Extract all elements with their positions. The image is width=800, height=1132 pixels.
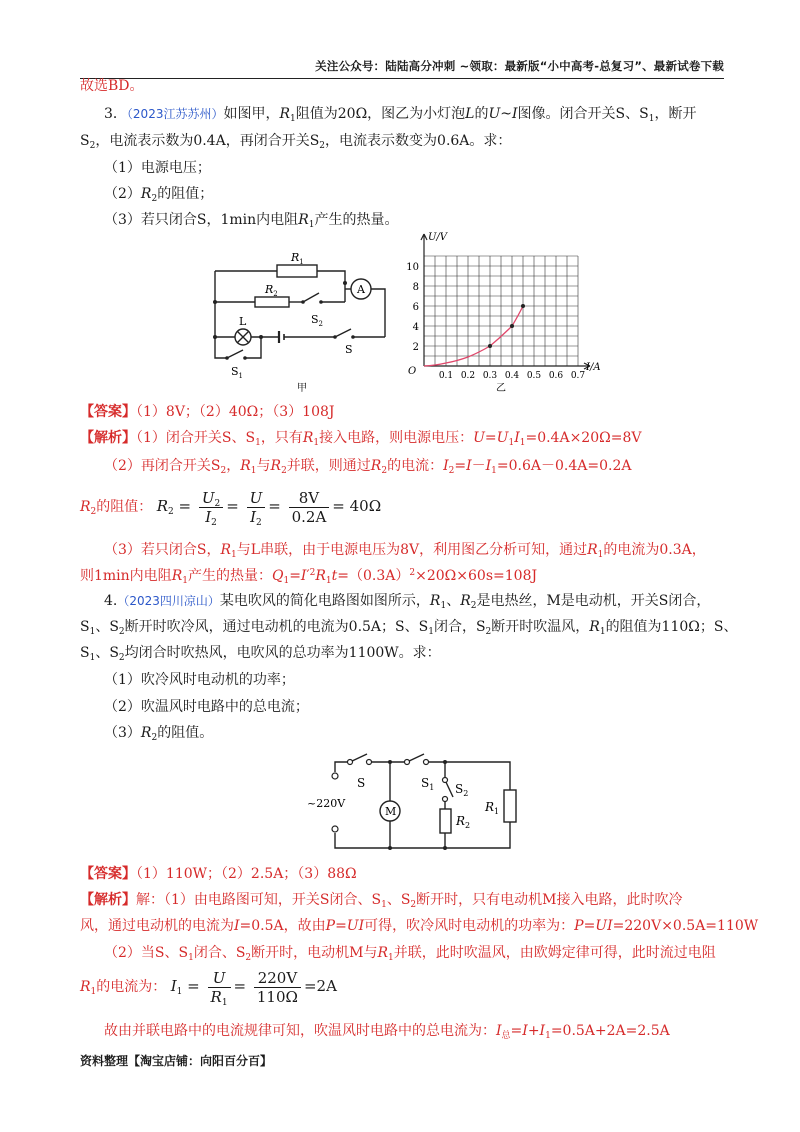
s-label: S bbox=[357, 776, 366, 790]
curve-point bbox=[510, 324, 514, 328]
x-tick-label: 0.1 bbox=[438, 371, 454, 381]
q4-stem-line2: $S_1$、$S_2$断开时吹冷风，通过电动机的电流为0.5A；S、$S_1$闭合，$S_2$断开时吹温风，$R_1$的阻值为110Ω；S、 bbox=[80, 619, 738, 637]
lamp-label: L bbox=[239, 315, 247, 328]
q3-analysis-2: （2）再闭合开关$S_2$，$R_1$与$R_2$并联，则通过$R_2$的电流：$I_2=I-I_1=0.6A-0.4A=0.2A$ bbox=[104, 458, 632, 476]
y-tick-label: 6 bbox=[412, 302, 419, 313]
q3-circuit-diagram bbox=[205, 245, 395, 395]
fig-jia-caption: 甲 bbox=[297, 383, 307, 394]
q3-answer: 【答案】（1）8V；（2）40Ω；（3）108J bbox=[80, 404, 335, 420]
s1-label: $S_1$ bbox=[421, 776, 435, 792]
q3-stem-line2: $S_2$，电流表示数为0.4A，再闭合开关$S_2$，电流表示数变为0.6A。求： bbox=[80, 133, 512, 151]
s2-label: $S_2$ bbox=[455, 782, 469, 798]
s-label: S bbox=[345, 343, 353, 356]
previous-conclusion: 故选BD。 bbox=[80, 78, 144, 94]
r2-label: $R_2$ bbox=[456, 814, 471, 830]
ammeter-label: A bbox=[357, 283, 365, 296]
x-tick-label: 0.2 bbox=[460, 371, 476, 381]
q4-analysis-3: （2）当S、$S_1$闭合、$S_2$断开时，电动机M与$R_1$并联，此时吹温风，由欧姆定律可得，此时流过电阻 bbox=[104, 945, 716, 963]
curve-point bbox=[488, 344, 492, 348]
q4-ask-2: （2）吹温风时电路中的总电流； bbox=[104, 699, 309, 715]
q4-analysis-2: 风，通过电动机的电流为I=0.5A，故由P=UI可得，吹冷风时电动机的功率为：P=UI=220V×0.5A=110W bbox=[80, 918, 759, 934]
motor-label: M bbox=[385, 805, 397, 818]
r2-label: $R_2$ bbox=[265, 283, 278, 298]
q3-ui-chart bbox=[402, 226, 601, 396]
q4-stem-line3: $S_1$、$S_2$均闭合时吹热风，电吹风的总功率为1100W。求： bbox=[80, 645, 441, 663]
r1-label: $R_1$ bbox=[485, 800, 500, 816]
q4-analysis-4: 故由并联电路中的电流规律可知，吹温风时电路中的总电流为：$I_总=I+I_1=0.5A+2A=2.5A$ bbox=[104, 1023, 670, 1041]
y-tick-label: 8 bbox=[412, 282, 419, 293]
origin-label: O bbox=[408, 366, 417, 377]
q3-analysis-1: 【解析】（1）闭合开关S、$S_1$，只有$R_1$接入电路，则电源电压：$U=U_1I_1=0.4A\times 20\Omega=8V$ bbox=[80, 430, 642, 448]
y-tick-label: 2 bbox=[412, 342, 419, 353]
fig-yi-caption: 乙 bbox=[496, 383, 506, 394]
q4-answer: 【答案】（1）110W；（2）2.5A；（3）88Ω bbox=[80, 866, 357, 882]
q4-i1-formula: $R_1$的电流为： $I_1$ = $\frac{U}{R_1}$ = $\frac{220V}{110\Omega}$ =2A bbox=[80, 968, 337, 1008]
q3-ask-2: $(2)R_2$的阻值； bbox=[104, 186, 214, 204]
q3-ask-1: （1）电源电压； bbox=[104, 160, 211, 176]
x-tick-label: 0.7 bbox=[570, 371, 586, 381]
q3-analysis-3: （3）若只闭合S，$R_1$与L串联，由于电源电压为8V，利用图乙分析可知，通过$R_1$的电流为0.3A， bbox=[104, 542, 706, 560]
x-tick-label: 0.6 bbox=[548, 371, 564, 381]
page-header: 关注公众号：陆陆高分冲刺 ~领取：最新版“小中高考-总复习”、最新试卷下载 bbox=[80, 58, 724, 79]
r1-label: $R_1$ bbox=[291, 251, 304, 266]
q4-ask-1: （1）吹冷风时电动机的功率； bbox=[104, 672, 295, 688]
q4-analysis-1: 【解析】解：（1）由电路图可知，开关S闭合、$S_1$、$S_2$断开时，只有电动机M接入电路，此时吹冷 bbox=[80, 892, 683, 910]
q3-stem-line1: 3．（2023江苏苏州）如图甲，$R_1$阻值为20Ω，图乙为小灯泡L的U~I图像。闭合开关S、$S_1$，断开 bbox=[104, 106, 697, 124]
q4-circuit-diagram bbox=[305, 745, 530, 863]
page-footer: 资料整理【淘宝店铺：向阳百分百】 bbox=[80, 1054, 273, 1068]
y-tick-label: 10 bbox=[406, 262, 419, 273]
y-tick-label: 4 bbox=[412, 322, 419, 333]
q3-ask-3: （3）若只闭合S，1min内电阻$R_1$产生的热量。 bbox=[104, 212, 399, 230]
q3-analysis-4: 则1min内电阻$R_1$产生的热量：$Q_1=I'^2R_1t=(0.3A)^2\times 20\Omega\times 60s=108J$ bbox=[80, 568, 538, 586]
s1-label: $S_1$ bbox=[231, 365, 244, 380]
y-axis-label: U/V bbox=[428, 232, 448, 243]
q4-stem-line1: 4.（2023四川凉山）某电吹风的简化电路图如图所示，$R_1$、$R_2$是电热丝，M是电动机，开关S闭合， bbox=[104, 593, 711, 611]
source-label: ~220V bbox=[307, 797, 346, 810]
q4-ask-3: $(3)R_2$的阻值。 bbox=[104, 725, 214, 743]
x-tick-label: 0.5 bbox=[526, 371, 542, 381]
x-tick-label: 0.4 bbox=[504, 371, 520, 381]
x-axis-label: I/A bbox=[586, 362, 601, 373]
curve-point bbox=[521, 304, 525, 308]
x-tick-label: 0.3 bbox=[482, 371, 498, 381]
q3-r2-formula: $R_2$的阻值： $R_2$ = $\frac{U_2}{I_2}$ = $\frac{U}{I_2}$ = $\frac{8V}{0.2A}$ = 40Ω bbox=[80, 488, 382, 528]
s2-label: $S_2$ bbox=[311, 313, 324, 328]
